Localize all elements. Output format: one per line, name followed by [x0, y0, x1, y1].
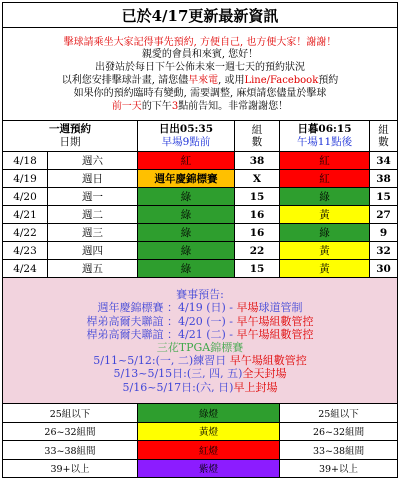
- row-date: 4/23: [3, 242, 48, 260]
- forecast-line-2: 桿弟高爾夫聯誼 ：4/20 (一) - 早午場組數管控: [86, 314, 314, 328]
- row-pm-count: 9: [370, 224, 398, 242]
- row-am-count: X: [235, 170, 280, 188]
- row-am-status: 綠: [138, 242, 235, 260]
- legend-row: [3, 441, 398, 460]
- forecast-line-7: 5/16~5/17日:(六, 日)早上封場: [122, 380, 278, 394]
- row-am-count: 15: [235, 188, 280, 206]
- table-row: [3, 152, 398, 170]
- row-weekday: 週四: [48, 242, 138, 260]
- notice-line-5: 如果你的預約臨時有變動, 需要調整, 麻煩請您儘量於擊球: [73, 87, 327, 99]
- row-date: 4/19: [3, 170, 48, 188]
- page-title: 已於4/17更新最新資訊: [3, 3, 398, 28]
- notice-block: [3, 28, 398, 121]
- header-count-pm: 組數: [370, 121, 398, 152]
- row-pm-count: 34: [370, 152, 398, 170]
- forecast-line-3: 桿弟高爾夫聯誼 ：4/21 (二) - 早午場組數管控: [86, 327, 314, 341]
- legend-range: 25組以下: [3, 404, 138, 423]
- notice-line-2: 親愛的會員和來賓, 您好！: [141, 49, 259, 61]
- row-weekday: 週六: [48, 152, 138, 170]
- legend-range: 26~32組間: [3, 422, 138, 441]
- booking-sheet: [2, 2, 397, 478]
- legend-color: 黃燈: [138, 422, 280, 441]
- table-row: [3, 260, 398, 278]
- legend-range-2: 25組以下: [280, 404, 398, 423]
- row-date: 4/21: [3, 206, 48, 224]
- row-weekday: 週二: [48, 206, 138, 224]
- row-pm-status: 紅: [280, 170, 370, 188]
- row-am-status: 綠: [138, 188, 235, 206]
- row-weekday: 週五: [48, 260, 138, 278]
- legend-range-2: 33~38組間: [280, 441, 398, 460]
- legend-color: 綠燈: [138, 404, 280, 423]
- row-pm-count: 27: [370, 206, 398, 224]
- row-am-count: 38: [235, 152, 280, 170]
- notice-line-4: 以利您安排擊球計畫, 請您儘早來電, 或用Line/Facebook預約: [61, 75, 339, 86]
- row-weekday: 週一: [48, 188, 138, 206]
- forecast-line-5: 5/11~5/12:(一, 二)練習日 早午場組數管控: [93, 354, 307, 368]
- row-am-status: 紅: [138, 152, 235, 170]
- event-forecast: [3, 278, 398, 404]
- row-am-status: 週年慶錦標賽: [138, 170, 235, 188]
- legend-row: [3, 404, 398, 423]
- row-pm-count: 15: [370, 188, 398, 206]
- row-am-count: 16: [235, 224, 280, 242]
- legend-range-2: 26~32組間: [280, 422, 398, 441]
- notice-line-6: 前一天的下午3點前告知。非常謝謝您！: [111, 100, 289, 112]
- legend-range-2: 39+以上: [280, 459, 398, 478]
- row-pm-status: 綠: [280, 188, 370, 206]
- booking-table: [2, 2, 398, 478]
- table-row: [3, 188, 398, 206]
- legend-color: 紫燈: [138, 459, 280, 478]
- legend-row: [3, 459, 398, 478]
- row-am-status: 綠: [138, 260, 235, 278]
- row-pm-status: 綠: [280, 224, 370, 242]
- row-weekday: 週日: [48, 170, 138, 188]
- header-dusk: 日暮06:15 午場11點後: [280, 121, 370, 152]
- notice-line-3: 出發站於每日下午公佈未來一週七天的預約狀況: [95, 62, 305, 74]
- forecast-title: 賽事預告:: [176, 288, 224, 302]
- row-weekday: 週三: [48, 224, 138, 242]
- table-row: [3, 206, 398, 224]
- row-am-status: 綠: [138, 206, 235, 224]
- row-pm-count: 32: [370, 242, 398, 260]
- row-am-status: 綠: [138, 224, 235, 242]
- row-date: 4/18: [3, 152, 48, 170]
- row-pm-status: 黃: [280, 242, 370, 260]
- table-row: [3, 170, 398, 188]
- row-date: 4/22: [3, 224, 48, 242]
- notice-line-1: 擊球請乘坐大家記得事先預約, 方便自己, 也方便大家！謝謝！: [63, 36, 337, 48]
- row-pm-count: 38: [370, 170, 398, 188]
- header-sunrise: 日出05:35 早場9點前: [138, 121, 235, 152]
- forecast-line-1: 週年慶錦標賽 ：4/19 (日) - 早場球道管制: [97, 301, 303, 315]
- row-am-count: 15: [235, 260, 280, 278]
- row-date: 4/20: [3, 188, 48, 206]
- table-row: [3, 242, 398, 260]
- legend-color: 紅燈: [138, 441, 280, 460]
- row-am-count: 16: [235, 206, 280, 224]
- forecast-line-4: 三花TPGA錦標賽: [156, 341, 244, 354]
- row-pm-count: 30: [370, 260, 398, 278]
- row-pm-status: 黃: [280, 206, 370, 224]
- row-pm-status: 紅: [280, 152, 370, 170]
- legend-range: 33~38組間: [3, 441, 138, 460]
- legend-range: 39+以上: [3, 459, 138, 478]
- legend-row: [3, 422, 398, 441]
- table-row: [3, 224, 398, 242]
- header-weekly-booking: 一週預約 日期: [3, 121, 138, 152]
- row-am-count: 22: [235, 242, 280, 260]
- row-pm-status: 黃: [280, 260, 370, 278]
- row-date: 4/24: [3, 260, 48, 278]
- header-count-am: 組數: [235, 121, 280, 152]
- forecast-line-6: 5/13~5/15日:(三, 四, 五)全天封場: [113, 367, 287, 381]
